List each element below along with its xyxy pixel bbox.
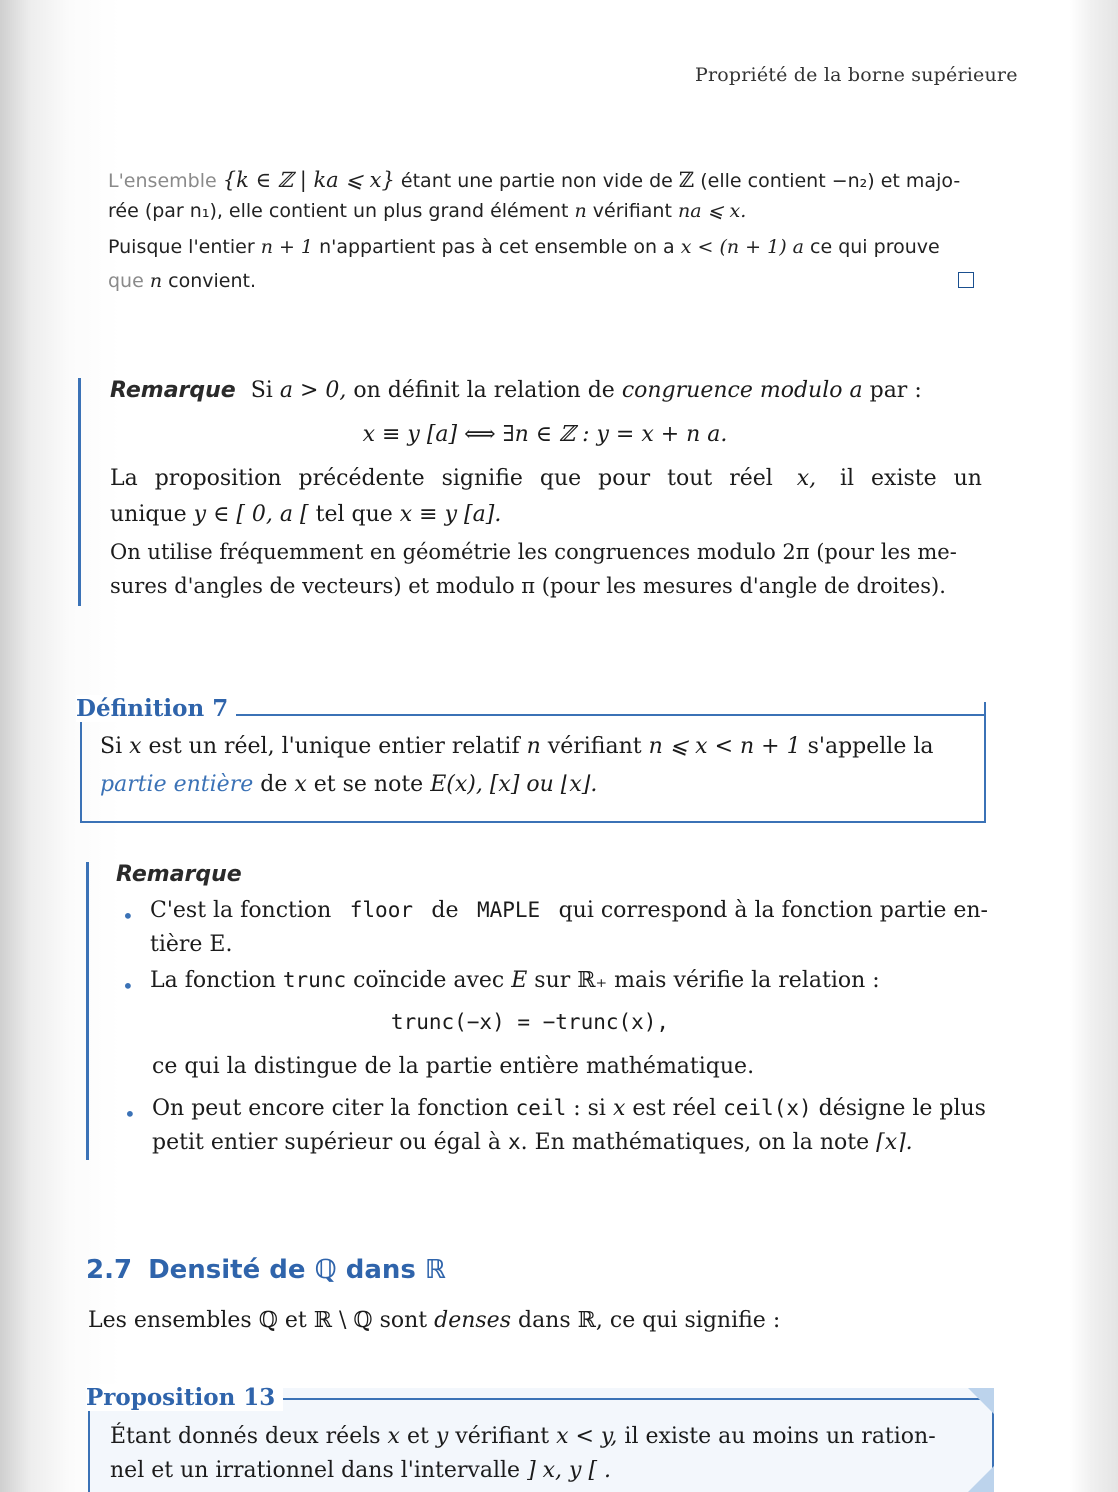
- trunc-formula: trunc(−x) = −trunc(x),: [390, 1010, 670, 1034]
- remark-text: La fonction: [150, 968, 276, 993]
- math-sets: ℚ et ℝ \ ℚ: [258, 1308, 373, 1333]
- definition-line-2: [100, 772, 597, 797]
- remark-text: on définit la relation de: [353, 378, 615, 403]
- proposition-line-1: [110, 1424, 936, 1449]
- proof-text: Puisque l'entier: [108, 236, 255, 258]
- proof-text: (elle contient −n₂) et majo-: [700, 170, 961, 192]
- proof-text: rée (par n₁), elle contient un plus grand élément: [108, 200, 569, 222]
- definition-line-1: [100, 734, 934, 759]
- code-x: x: [508, 1130, 521, 1154]
- proof-text: vérifiant: [592, 200, 672, 222]
- math-n: n: [574, 200, 587, 222]
- remark-1-p3-line2: sures d'angles de vecteurs) et modulo π (pour les mesures d'angle de droites).: [110, 574, 946, 598]
- corner-decoration-icon: [968, 1466, 994, 1492]
- proof-text: ce qui prouve: [810, 236, 940, 258]
- remark-text: de: [431, 898, 459, 923]
- math-n: n: [526, 734, 541, 759]
- qed-square-icon: [958, 272, 974, 288]
- proof-line-2: [108, 200, 746, 222]
- remark-2-bullet-3-line2: [152, 1130, 913, 1155]
- remark-text: il existe un: [839, 466, 982, 491]
- math-inequality: x < y,: [556, 1424, 618, 1449]
- body-text: Les ensembles: [88, 1308, 252, 1333]
- section-intro: [88, 1308, 780, 1333]
- code-floor: floor: [349, 898, 413, 922]
- bullet-icon: •: [122, 974, 134, 998]
- remark-2-bullet-3-line1: [152, 1096, 986, 1121]
- proposition-text: vérifiant: [455, 1424, 550, 1449]
- bullet-icon: •: [122, 904, 134, 928]
- remark-sidebar: [86, 862, 89, 1160]
- math-a: a: [849, 378, 863, 403]
- remark-sidebar: [78, 378, 81, 606]
- remark-1-p2-line2: [110, 502, 501, 527]
- remark-text: unique: [110, 502, 187, 527]
- proof-text: convient.: [168, 270, 256, 292]
- remark-text: est réel: [632, 1096, 717, 1121]
- remark-text: Si: [250, 378, 273, 403]
- bullet-icon: •: [124, 1102, 136, 1126]
- math-expr: n + 1: [260, 236, 314, 258]
- remark-text: coïncide avec: [353, 968, 505, 993]
- math-inequality: n ⩽ x < n + 1: [648, 734, 801, 759]
- proof-text: étant une partie non vide de: [400, 170, 673, 192]
- code-trunc: trunc: [282, 968, 347, 992]
- definition-top-rule: [226, 714, 986, 716]
- remark-2-bullet-1-line2: tière E.: [150, 932, 233, 957]
- code-ceil-x: ceil(x): [723, 1096, 812, 1120]
- section-title: Densité de ℚ dans ℝ: [148, 1255, 446, 1285]
- proof-line-3: [108, 236, 940, 258]
- remark-2-bullet-2-after: ce qui la distingue de la partie entière mathématique.: [152, 1054, 755, 1079]
- math-expr: a > 0,: [279, 378, 347, 403]
- proof-line-1: [108, 168, 960, 192]
- math-ceil: ⌈x⌉.: [876, 1130, 913, 1155]
- math-inequality: na ⩽ x.: [677, 200, 747, 222]
- definition-text: Si: [100, 734, 123, 759]
- remark-1-p2-line1: [110, 466, 982, 491]
- definition-text: vérifiant: [547, 734, 642, 759]
- math-x: x,: [796, 466, 817, 491]
- remark-text: tel que: [315, 502, 393, 527]
- remark-text: : si: [573, 1096, 606, 1121]
- remark-text: . En mathématiques, on la note: [520, 1130, 870, 1155]
- remark-text: C'est la fonction: [150, 898, 332, 923]
- proposition-top-rule: [262, 1398, 994, 1400]
- math-interval: ] x, y [ .: [527, 1458, 612, 1483]
- section-heading: [86, 1255, 446, 1285]
- proof-text: L'ensemble: [108, 170, 217, 192]
- remark-text: par :: [869, 378, 922, 403]
- remark-1-intro: [110, 378, 922, 403]
- corner-decoration-icon: [968, 1388, 994, 1414]
- definition-text: de: [260, 772, 288, 797]
- code-maple: MAPLE: [476, 898, 541, 922]
- proposition-text: Étant donnés deux réels: [110, 1424, 381, 1449]
- body-text: sont: [379, 1308, 428, 1333]
- math-interval: y ∈ [ 0, a [: [193, 502, 309, 527]
- proposition-title: Proposition 13: [86, 1384, 283, 1411]
- math-expr: x ≡ y [a].: [399, 502, 502, 527]
- remark-label: Remarque: [116, 862, 242, 887]
- remark-label: Remarque: [110, 378, 236, 403]
- math-x: x: [129, 734, 142, 759]
- proof-text: que: [108, 270, 144, 292]
- math-Z: ℤ: [678, 168, 695, 192]
- math-x: x: [612, 1096, 626, 1121]
- remark-text: sur ℝ₊ mais vérifie la relation :: [534, 968, 880, 993]
- term: congruence modulo: [621, 378, 843, 403]
- math-x: x: [294, 772, 307, 797]
- body-text: dans ℝ, ce qui signifie :: [517, 1308, 781, 1333]
- proof-line-4: [108, 270, 256, 292]
- term: denses: [434, 1308, 511, 1333]
- proposition-text: il existe au moins un ration-: [624, 1424, 936, 1449]
- definition-text: s'appelle la: [807, 734, 934, 759]
- math-n: n: [149, 270, 163, 292]
- defined-term: partie entière: [100, 772, 254, 797]
- math-expr: x < (n + 1) a: [680, 236, 804, 258]
- remark-2-bullet-1-line1: [150, 898, 988, 923]
- remark-text: désigne le plus: [818, 1096, 986, 1121]
- remark-2-bullet-2: [150, 968, 880, 993]
- math-set: {k ∈ ℤ | ka ⩽ x}: [222, 168, 395, 192]
- running-head: Propriété de la borne supérieure: [695, 64, 1018, 86]
- definition-title: Définition 7: [76, 695, 236, 722]
- remark-text: petit entier supérieur ou égal à: [152, 1130, 501, 1155]
- math-y: y: [435, 1424, 449, 1449]
- code-ceil: ceil: [515, 1096, 567, 1120]
- math-E: E: [511, 968, 528, 993]
- proof-text: n'appartient pas à cet ensemble on a: [319, 236, 675, 258]
- proposition-text: et: [406, 1424, 429, 1449]
- definition-text: est un réel, l'unique entier relatif: [148, 734, 520, 759]
- remark-1-p3-line1: On utilise fréquemment en géométrie les congruences modulo 2π (pour les me-: [110, 540, 957, 564]
- congruence-formula: x ≡ y [a] ⟺ ∃n ∈ ℤ : y = x + n a.: [362, 422, 728, 447]
- remark-text: On peut encore citer la fonction: [152, 1096, 509, 1121]
- definition-text: et se note: [313, 772, 424, 797]
- section-number: 2.7: [86, 1255, 133, 1285]
- math-notation: E(x), [x] ou ⌊x⌋.: [430, 772, 598, 797]
- remark-text: La proposition précédente signifie que pour tout réel: [110, 466, 773, 491]
- math-x: x: [387, 1424, 400, 1449]
- proposition-line-2: [110, 1458, 611, 1483]
- remark-text: qui correspond à la fonction partie en-: [558, 898, 988, 923]
- proposition-text: nel et un irrationnel dans l'intervalle: [110, 1458, 521, 1483]
